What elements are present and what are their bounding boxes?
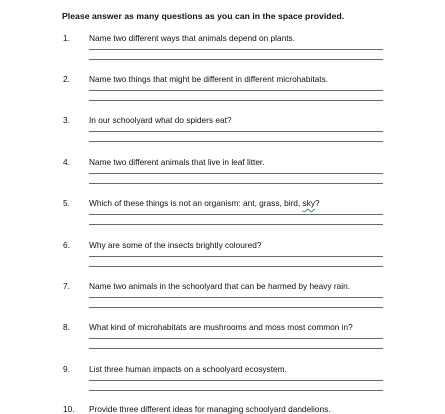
answer-line[interactable] [89, 297, 383, 298]
question-number: 9. [63, 364, 70, 374]
question-text [89, 198, 320, 208]
question-number: 1. [63, 33, 70, 43]
question-2 [0, 74, 445, 108]
question-text: Why are some of the insects brightly coloured? [89, 240, 262, 250]
question-7 [0, 281, 445, 315]
answer-line[interactable] [89, 338, 383, 339]
question-8 [0, 322, 445, 356]
answer-line[interactable] [89, 100, 383, 101]
question-3 [0, 115, 445, 149]
question-text: Name two animals in the schoolyard that can be harmed by heavy rain. [89, 281, 351, 291]
question-9 [0, 364, 445, 398]
question-text: Name two different animals that live in leaf litter. [89, 157, 265, 167]
answer-line[interactable] [89, 224, 383, 225]
question-4 [0, 157, 445, 191]
question-10 [0, 404, 445, 414]
answer-line[interactable] [89, 214, 383, 215]
spellcheck-flagged-word: sky [302, 198, 315, 208]
question-number: 8. [63, 322, 70, 332]
answer-line[interactable] [89, 348, 383, 349]
question-1 [0, 33, 445, 67]
answer-line[interactable] [89, 183, 383, 184]
question-text: Name two different ways that animals depend on plants. [89, 33, 296, 43]
answer-line[interactable] [89, 59, 383, 60]
answer-line[interactable] [89, 307, 383, 308]
question-text: Provide three different ideas for managing schoolyard dandelions. [89, 404, 331, 414]
question-text: In our schoolyard what do spiders eat? [89, 115, 232, 125]
question-number: 3. [63, 115, 70, 125]
question-number: 7. [63, 281, 70, 291]
question-number: 6. [63, 240, 70, 250]
answer-line[interactable] [89, 141, 383, 142]
answer-line[interactable] [89, 256, 383, 257]
question-number: 10. [63, 404, 75, 414]
question-5 [0, 198, 445, 232]
answer-line[interactable] [89, 380, 383, 381]
question-text: What kind of microhabitats are mushrooms and moss most common in? [89, 322, 353, 332]
question-number: 2. [63, 74, 70, 84]
question-text: List three human impacts on a schoolyard ecosystem. [89, 364, 287, 374]
question-number: 4. [63, 157, 70, 167]
question-text-end: ? [314, 198, 320, 208]
question-text-start: Which of these things is not an organism: ant, grass, bird, [89, 198, 303, 208]
answer-line[interactable] [89, 131, 383, 132]
answer-line[interactable] [89, 49, 383, 50]
question-number: 5. [63, 198, 70, 208]
question-6 [0, 240, 445, 274]
answer-line[interactable] [89, 173, 383, 174]
answer-line[interactable] [89, 390, 383, 391]
worksheet-instructions: Please answer as many questions as you can in the space provided. [62, 11, 345, 21]
answer-line[interactable] [89, 266, 383, 267]
question-text: Name two things that might be different in different microhabitats. [89, 74, 329, 84]
answer-line[interactable] [89, 90, 383, 91]
